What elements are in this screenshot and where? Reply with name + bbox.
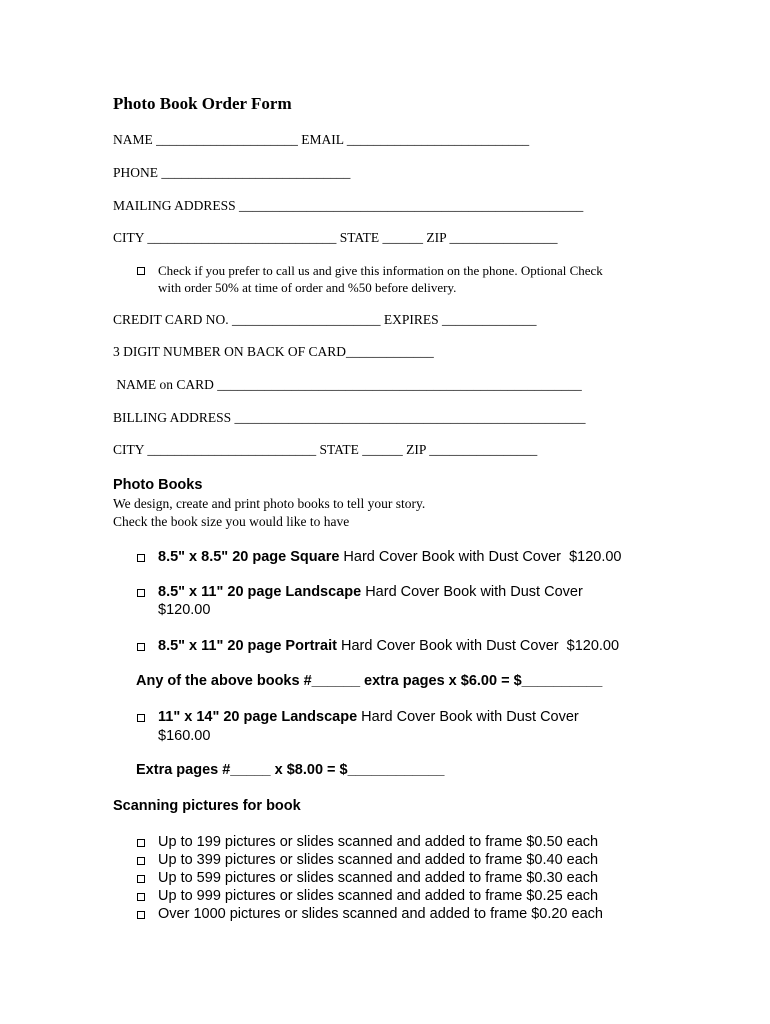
large-landscape-book-price: $160.00 xyxy=(158,728,211,744)
square-book-desc: Hard Cover Book with Dust Cover $120.00 xyxy=(339,549,622,565)
card-digit-line: 3 DIGIT NUMBER ON BACK OF CARD_____________ xyxy=(113,344,434,359)
scanning-heading: Scanning pictures for book xyxy=(113,798,301,814)
name-email-line: NAME _____________________ EMAIL ___________________________ xyxy=(113,132,530,147)
scan-option-checkbox[interactable] xyxy=(137,893,145,901)
scan-option: Over 1000 pictures or slides scanned and added to frame $0.20 each xyxy=(158,906,603,922)
scan-option: Up to 399 pictures or slides scanned and added to frame $0.40 each xyxy=(158,852,599,868)
landscape-book-desc: Hard Cover Book with Dust Cover xyxy=(361,584,583,600)
landscape-book-option xyxy=(158,584,583,600)
scan-option-checkbox[interactable] xyxy=(137,839,145,847)
large-landscape-book-desc: Hard Cover Book with Dust Cover xyxy=(357,709,579,725)
extra-pages-line-2: Extra pages #_____ x $8.00 = $____________ xyxy=(136,762,445,778)
city-state-zip-line: CITY ____________________________ STATE ______ ZIP ________________ xyxy=(113,230,558,245)
portrait-book-checkbox[interactable] xyxy=(137,643,145,651)
large-landscape-book-checkbox[interactable] xyxy=(137,714,145,722)
scan-option: Up to 999 pictures or slides scanned and added to frame $0.25 each xyxy=(158,888,599,904)
name-on-card-line: NAME on CARD ______________________________________________________ xyxy=(113,377,582,392)
scan-option: Up to 599 pictures or slides scanned and added to frame $0.30 each xyxy=(158,870,599,886)
call-preference-checkbox[interactable] xyxy=(137,267,145,275)
photo-books-heading: Photo Books xyxy=(113,477,203,493)
square-book-label: 8.5" x 8.5" 20 page Square xyxy=(158,549,340,565)
check-note-line-2: with order 50% at time of order and %50 before delivery. xyxy=(158,280,457,295)
square-book-option xyxy=(158,549,621,565)
phone-line: PHONE ____________________________ xyxy=(113,165,351,180)
landscape-book-checkbox[interactable] xyxy=(137,589,145,597)
photo-books-intro-2: Check the book size you would like to have xyxy=(113,514,350,529)
scan-option-checkbox[interactable] xyxy=(137,875,145,883)
billing-address-line: BILLING ADDRESS ____________________________________________________ xyxy=(113,410,586,425)
extra-pages-line-1: Any of the above books #______ extra pages x $6.00 = $__________ xyxy=(136,673,603,689)
scan-option: Up to 199 pictures or slides scanned and added to frame $0.50 each xyxy=(158,834,599,850)
landscape-book-label: 8.5" x 11" 20 page Landscape xyxy=(158,584,362,600)
landscape-book-price: $120.00 xyxy=(158,602,211,618)
square-book-checkbox[interactable] xyxy=(137,554,145,562)
mailing-address-line: MAILING ADDRESS ___________________________________________________ xyxy=(113,198,584,213)
credit-card-line: CREDIT CARD NO. ______________________ EXPIRES ______________ xyxy=(113,312,537,327)
form-title: Photo Book Order Form xyxy=(113,94,292,113)
large-landscape-book-option xyxy=(158,709,579,725)
large-landscape-book-label: 11" x 14" 20 page Landscape xyxy=(158,709,358,725)
scan-option-checkbox[interactable] xyxy=(137,911,145,919)
check-note-line-1: Check if you prefer to call us and give this information on the phone. Optional Check xyxy=(158,263,603,278)
portrait-book-desc: Hard Cover Book with Dust Cover $120.00 xyxy=(336,638,620,654)
photo-books-intro-1: We design, create and print photo books to tell your story. xyxy=(113,496,426,511)
portrait-book-option xyxy=(158,638,619,654)
billing-city-state-zip-line: CITY _________________________ STATE ______ ZIP ________________ xyxy=(113,442,538,457)
scan-option-checkbox[interactable] xyxy=(137,857,145,865)
portrait-book-label: 8.5" x 11" 20 page Portrait xyxy=(158,638,337,654)
